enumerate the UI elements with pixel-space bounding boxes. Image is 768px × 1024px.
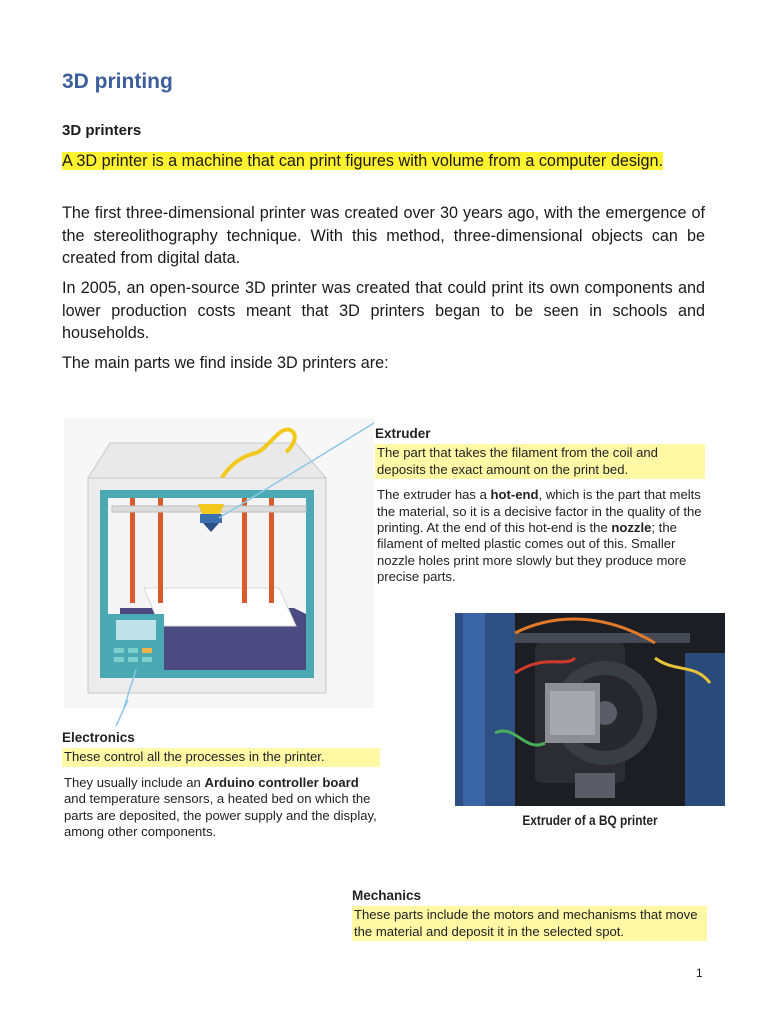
mechanics-highlight: These parts include the motors and mechanisms that move the material and deposit it in the selected spot. <box>352 906 707 941</box>
electronics-description: They usually include an Arduino controller board and temperature sensors, a heated bed on which the parts are deposited, the power supply and the display, among other components. <box>64 774 377 840</box>
electronics-pointer <box>108 700 138 730</box>
extruder-highlight: The part that takes the filament from the coil and deposits the exact amount on the print bed. <box>375 444 705 479</box>
extruder-heading: Extruder <box>375 426 431 441</box>
electronics-highlight: These control all the processes in the printer. <box>62 748 380 766</box>
intro-paragraph <box>62 150 705 173</box>
extruder-description: The extruder has a hot-end, which is the part that melts the material, so it is a decisive factor in the quality of the printing. At the end of this hot-end is the nozzle; the filament of melted plastic comes out of this. Smaller nozzle holes print more slowly but they produce more precise parts. <box>377 487 702 585</box>
mechanics-heading: Mechanics <box>352 888 422 903</box>
main-parts-paragraph: The main parts we find inside 3D printers are: <box>62 354 389 372</box>
page-title: 3D printing <box>62 70 173 93</box>
photo-caption: Extruder of a BQ printer <box>522 813 658 828</box>
printer-illustration <box>64 418 374 708</box>
electronics-heading: Electronics <box>62 730 135 745</box>
page-number: 1 <box>696 966 703 980</box>
highlighted-definition: A 3D printer is a machine that can print figures with volume from a computer design. <box>62 152 664 170</box>
section-heading: 3D printers <box>62 122 142 139</box>
extruder-photo <box>455 613 725 806</box>
electronics-caption <box>62 730 380 840</box>
history-paragraph: The first three-dimensional printer was created over 30 years ago, with the emergence of the stereolithography technique. With this method, three-dimensional objects can be created from digital data. <box>62 204 705 267</box>
mechanics-caption <box>352 888 707 949</box>
open-source-paragraph: In 2005, an open-source 3D printer was created that could print its own components and lower production costs meant that 3D printers began to be seen in schools and households. <box>62 279 705 342</box>
extruder-caption <box>375 426 705 586</box>
